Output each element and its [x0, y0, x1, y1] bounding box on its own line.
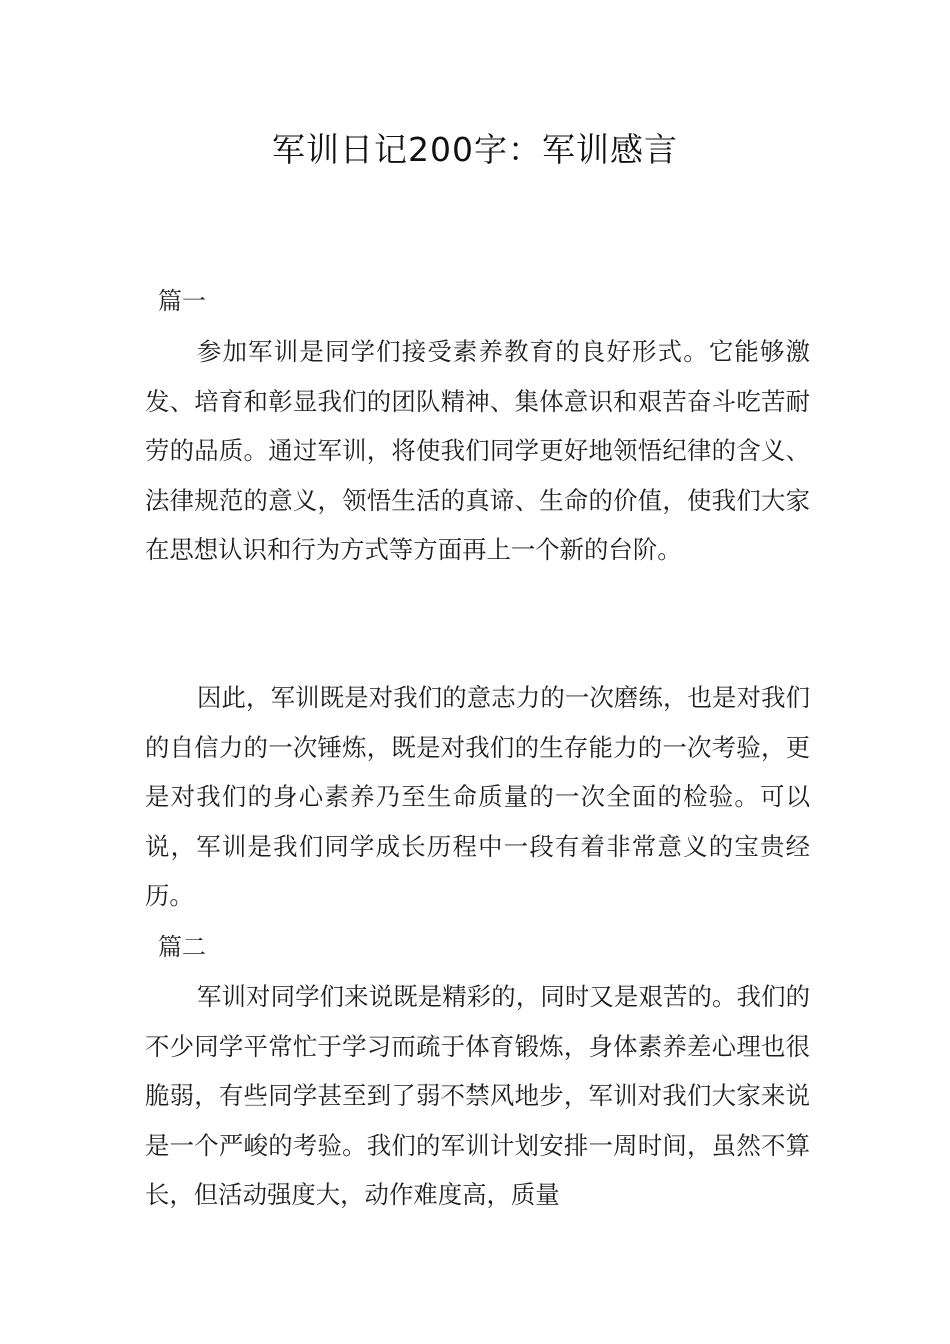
document-title: 军训日记200字：军训感言 [272, 130, 678, 169]
paragraph-1-1: 参加军训是同学们接受素养教育的良好形式。它能够激发、培育和彰显我们的团队精神、集体意识和艰苦奋斗吃苦耐劳的品质。通过军训，将使我们同学更好地领悟纪律的含义、法律规范的意义，领悟生活的真谛、生命的价值，使我们大家在思想认识和行为方式等方面再上一个新的台阶。 [145, 337, 810, 564]
section-heading-1: 篇一 [158, 287, 206, 315]
paragraph-2-1: 军训对同学们来说既是精彩的，同时又是艰苦的。我们的不少同学平常忙于学习而疏于体育锻炼，身体素养差心理也很脆弱，有些同学甚至到了弱不禁风地步，军训对我们大家来说是一个严峻的考验。我们的军训计划安排一周时间，虽然不算长，但活动强度大，动作难度高，质量 [145, 982, 810, 1209]
section-heading-2: 篇二 [158, 933, 206, 961]
paragraph-1-2: 因此，军训既是对我们的意志力的一次磨练，也是对我们的自信力的一次锤炼，既是对我们的生存能力的一次考验，更是对我们的身心素养乃至生命质量的一次全面的检验。可以说，军训是我们同学成长历程中一段有着非常意义的宝贵经历。 [145, 683, 810, 910]
